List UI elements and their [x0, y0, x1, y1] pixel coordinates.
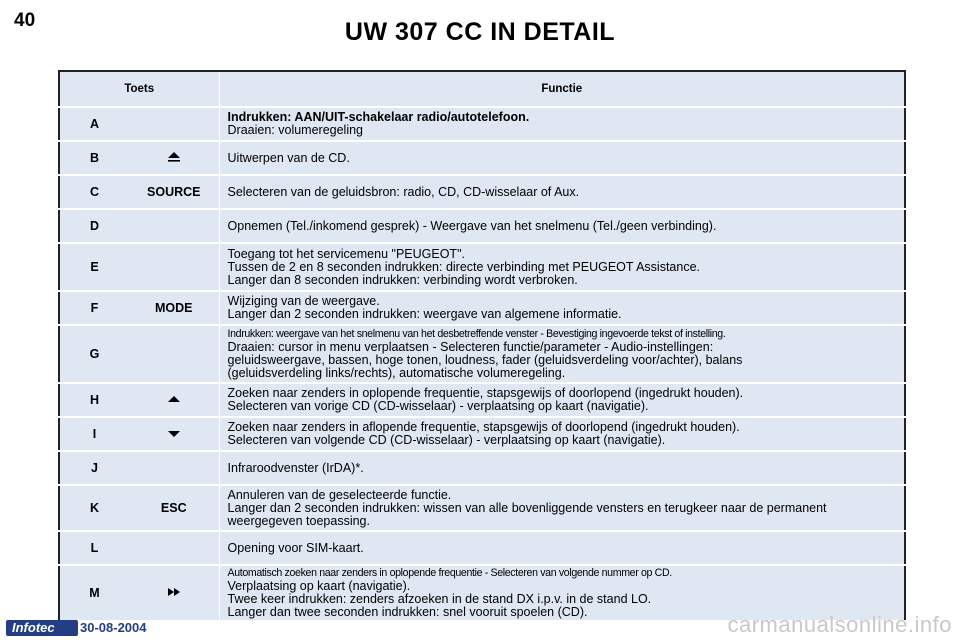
row-symbol [129, 325, 219, 383]
infotec-logo: Infotec [6, 620, 78, 636]
row-key: I [59, 417, 129, 451]
eject-icon [165, 151, 183, 166]
function-text-line: Toegang tot het servicemenu "PEUGEOT". [227, 246, 465, 261]
header-toets: Toets [59, 71, 219, 107]
function-text-line: Annuleren van de geselecteerde functie. [227, 487, 452, 502]
row-function [219, 175, 905, 209]
function-text-line: Opnemen (Tel./inkomend gesprek) - Weergave van het snelmenu (Tel./geen verbinding). [227, 218, 717, 233]
row-key: J [59, 451, 129, 485]
function-text-line: Wijziging van de weergave. [227, 294, 380, 308]
row-key: M [59, 565, 129, 621]
row-function [219, 531, 905, 565]
table-row-j [59, 451, 905, 485]
row-function [219, 107, 905, 141]
function-text-line: Draaien: volumeregeling [227, 123, 364, 137]
table-row-c [59, 175, 905, 209]
table-row-f [59, 291, 905, 325]
function-text-line: Langer dan 8 seconden indrukken: verbinding wordt verbroken. [227, 272, 578, 287]
row-symbol: SOURCE [129, 175, 219, 209]
table-row-i [59, 417, 905, 451]
row-symbol [129, 141, 219, 175]
function-text-line: Zoeken naar zenders in oplopende frequentie, stapsgewijs of doorlopend (ingedrukt houden). [227, 386, 744, 400]
table-row-g [59, 325, 905, 383]
table-row-d [59, 209, 905, 243]
function-text-line: (geluidsverdeling links/rechts), automatische volumeregeling. [227, 366, 566, 380]
function-text-line: geluidsweergave, bassen, hoge tonen, loudness, fader (geluidsverdeling voor/achter), balans [227, 353, 743, 367]
row-function [219, 451, 905, 485]
function-text-line: Zoeken naar zenders in aflopende frequentie, stapsgewijs of doorlopend (ingedrukt houden). [227, 420, 740, 434]
row-symbol [129, 565, 219, 621]
row-function [219, 209, 905, 243]
footer-date: 30-08-2004 [80, 620, 147, 635]
function-text-line: Verplaatsing op kaart (navigatie). [227, 579, 411, 593]
down-arrow-icon [167, 427, 181, 441]
row-function [219, 243, 905, 291]
table-row-b [59, 141, 905, 175]
function-text-line: Automatisch zoeken naar zenders in oplopende frequentie - Selecteren van volgende nummer op CD. [227, 567, 672, 579]
function-text-line: Langer dan 2 seconden indrukken: wissen van alle bovenliggende vensters en terugkeer naar de permanent weergegeven toepassing. [227, 500, 827, 528]
table-row-a [59, 107, 905, 141]
header-functie: Functie [219, 71, 905, 107]
table-row-k [59, 485, 905, 531]
function-text-line: Twee keer indrukken: zenders afzoeken in de stand DX i.p.v. in de stand LO. [227, 592, 652, 606]
row-function [219, 141, 905, 175]
fast-forward-icon [167, 586, 181, 600]
table-row-l [59, 531, 905, 565]
function-text-line: Infraroodvenster (IrDA)*. [227, 460, 364, 475]
row-symbol [129, 209, 219, 243]
row-key: F [59, 291, 129, 325]
row-key: D [59, 209, 129, 243]
row-symbol [129, 417, 219, 451]
row-key: A [59, 107, 129, 141]
row-symbol [129, 383, 219, 417]
table-header-row [59, 71, 905, 107]
row-key: C [59, 175, 129, 209]
row-function [219, 325, 905, 383]
page-number: 40 [14, 10, 36, 31]
row-key: L [59, 531, 129, 565]
row-symbol: ESC [129, 485, 219, 531]
up-arrow-icon [167, 393, 181, 407]
function-text-line: Selecteren van vorige CD (CD-wisselaar) - verplaatsing op kaart (navigatie). [227, 399, 649, 413]
row-function [219, 291, 905, 325]
row-key: H [59, 383, 129, 417]
function-text-line: Selecteren van volgende CD (CD-wisselaar) - verplaatsing op kaart (navigatie). [227, 433, 666, 447]
row-function [219, 383, 905, 417]
page-title: UW 307 CC IN DETAIL [344, 18, 616, 46]
watermark: carmanualsonline.info [727, 612, 952, 637]
row-symbol [129, 531, 219, 565]
row-symbol: MODE [129, 291, 219, 325]
row-key: G [59, 325, 129, 383]
function-text-line: Selecteren van de geluidsbron: radio, CD, CD-wisselaar of Aux. [227, 184, 580, 199]
function-text-line: Uitwerpen van de CD. [227, 150, 350, 165]
table-row-h [59, 383, 905, 417]
function-text-line: Draaien: cursor in menu verplaatsen - Selecteren functie/parameter - Audio-instellingen: [227, 340, 714, 354]
function-text-line: Langer dan twee seconden indrukken: snel vooruit spoelen (CD). [227, 605, 588, 619]
row-key: E [59, 243, 129, 291]
function-text-line: Indrukken: weergave van het snelmenu van het desbetreffende venster - Bevestiging ingevoerde tekst of instelling. [227, 328, 726, 340]
function-text-line: Tussen de 2 en 8 seconden indrukken: directe verbinding met PEUGEOT Assistance. [227, 259, 700, 274]
row-function [219, 485, 905, 531]
row-symbol [129, 243, 219, 291]
key-function-table [58, 70, 906, 622]
row-symbol [129, 107, 219, 141]
row-symbol [129, 451, 219, 485]
table-row-e [59, 243, 905, 291]
row-key: K [59, 485, 129, 531]
function-text-line: Opening voor SIM-kaart. [227, 540, 364, 555]
function-text-line: Langer dan 2 seconden indrukken: weergave van algemene informatie. [227, 307, 622, 321]
row-key: B [59, 141, 129, 175]
row-function [219, 417, 905, 451]
function-text-line: Indrukken: AAN/UIT-schakelaar radio/autotelefoon. [227, 110, 530, 124]
